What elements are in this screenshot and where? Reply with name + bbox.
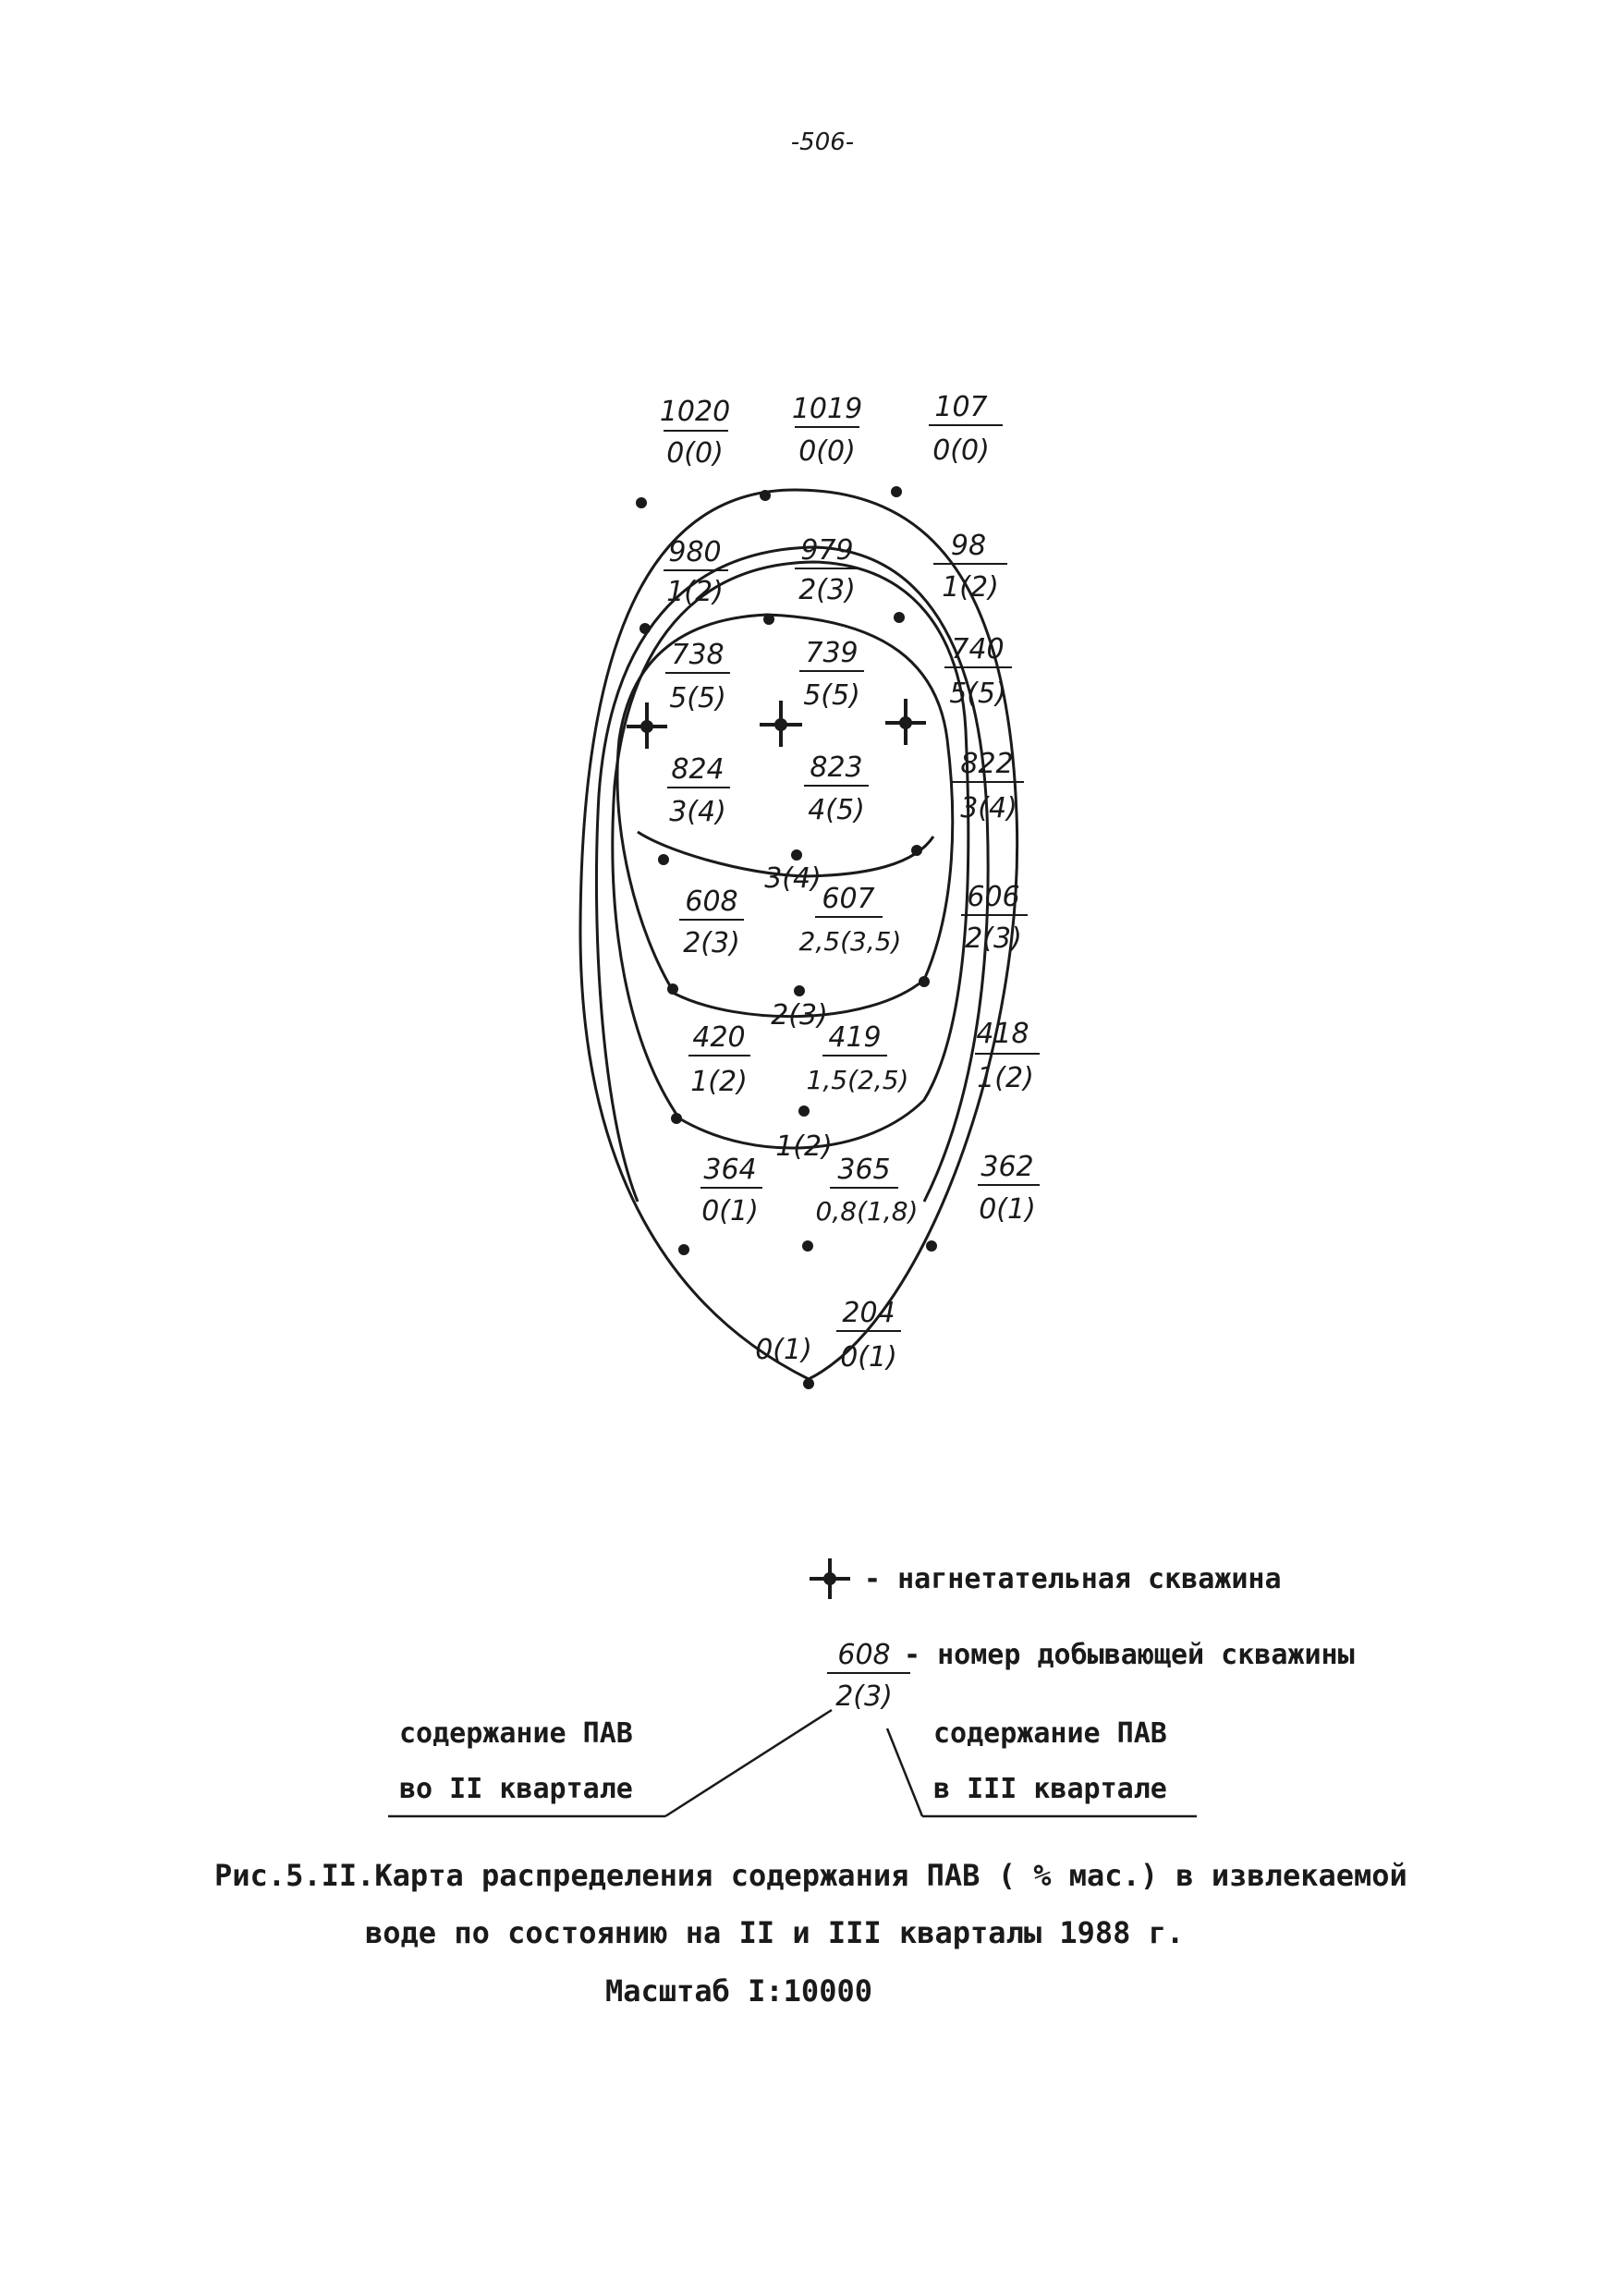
caption-scale: Масштаб I:10000 <box>605 1973 872 2009</box>
well-label <box>944 633 1012 710</box>
well-number: 364 <box>703 1154 757 1186</box>
well-dot <box>636 497 647 508</box>
legend-q2-line2: во II квартале <box>399 1773 633 1805</box>
well-dot <box>791 849 802 861</box>
well-label <box>795 534 859 606</box>
well-number: 107 <box>934 391 988 423</box>
injection-well-icon <box>627 702 667 749</box>
well-label <box>667 753 730 828</box>
well-dot <box>891 486 902 497</box>
well-value: 0(1) <box>701 1195 759 1227</box>
well-label <box>804 751 869 826</box>
well-number: 419 <box>828 1021 882 1054</box>
well-dot <box>926 1240 937 1252</box>
well-dot <box>760 490 771 501</box>
isoline-label: 0(1) <box>755 1334 812 1366</box>
well-value: 0(1) <box>840 1341 897 1374</box>
well-labels <box>660 391 1040 1374</box>
well-label <box>679 885 744 959</box>
well-number: 980 <box>668 536 722 568</box>
well-label <box>664 536 728 608</box>
well-value: 2(3) <box>965 922 1022 955</box>
well-label <box>929 391 1003 467</box>
well-number: 740 <box>951 633 1005 666</box>
isoline-label: 2(3) <box>771 999 828 1032</box>
well-value: 0,8(1,8) <box>815 1196 919 1227</box>
well-value: 0(0) <box>666 437 724 470</box>
isoline-label: 1(2) <box>775 1130 833 1163</box>
injection-well-icon <box>760 701 802 747</box>
injection-well-icon <box>885 699 926 745</box>
well-dot <box>763 614 774 625</box>
well-number: 1019 <box>791 393 863 425</box>
legend-q2-line1: содержание ПАВ <box>399 1717 633 1750</box>
well-value: 2(3) <box>798 574 856 606</box>
well-value: 1(2) <box>666 576 724 608</box>
well-dot <box>911 845 922 856</box>
well-dot <box>803 1378 814 1389</box>
well-dot <box>798 1105 810 1117</box>
well-dot <box>894 612 905 623</box>
well-dot <box>919 976 930 987</box>
legend-injection-label: - нагнетательная скважина <box>864 1563 1282 1595</box>
well-value: 0(1) <box>979 1193 1036 1226</box>
well-dot <box>802 1240 813 1252</box>
well-value: 5(5) <box>669 682 726 714</box>
well-label <box>952 748 1024 824</box>
well-number: 824 <box>671 753 725 786</box>
well-value: 1(2) <box>942 571 999 604</box>
well-label <box>978 1151 1040 1226</box>
well-dot <box>658 854 669 865</box>
isoline-label: 3(4) <box>764 862 822 895</box>
well-number: 606 <box>967 881 1020 913</box>
legend-q3-line1: содержание ПАВ <box>933 1717 1167 1750</box>
well-label <box>807 1021 909 1095</box>
page-number: -506- <box>790 128 855 156</box>
well-number: 822 <box>960 748 1014 780</box>
well-number: 365 <box>837 1154 891 1186</box>
figure-caption <box>214 1858 1407 2009</box>
caption-line2: воде по состоянию на II и III кварталы 1988 г. <box>365 1915 1185 1950</box>
well-label <box>688 1021 750 1098</box>
well-dot <box>639 623 651 634</box>
well-label <box>816 1154 919 1227</box>
legend-producing-label: - номер добывающей скважины <box>904 1639 1355 1671</box>
well-number: 204 <box>842 1297 895 1329</box>
well-label <box>792 393 862 468</box>
well-value: 5(5) <box>803 679 860 712</box>
legend-example-number: 608 <box>837 1639 891 1671</box>
well-number: 1020 <box>659 396 731 428</box>
well-dot <box>671 1113 682 1124</box>
well-number: 607 <box>822 883 875 915</box>
well-number: 420 <box>692 1021 746 1054</box>
well-dot <box>678 1244 689 1255</box>
well-value: 0(0) <box>932 434 990 467</box>
well-label <box>836 1297 901 1374</box>
well-value: 1(2) <box>977 1062 1034 1094</box>
well-label <box>799 637 864 712</box>
well-number: 362 <box>981 1151 1034 1183</box>
well-value: 2(3) <box>683 927 740 959</box>
caption-line1: Рис.5.II.Карта распределения содержания ПАВ ( % мас.) в извлекаемой <box>214 1858 1407 1893</box>
legend-example-value: 2(3) <box>835 1680 893 1713</box>
legend-q3-line2: в III квартале <box>933 1773 1167 1805</box>
well-value: 5(5) <box>949 678 1006 710</box>
legend <box>388 1558 1355 1816</box>
well-number: 418 <box>976 1018 1029 1050</box>
well-value: 2,5(3,5) <box>798 926 902 957</box>
well-label <box>961 881 1028 955</box>
well-value: 3(4) <box>669 796 726 828</box>
well-label <box>665 639 730 714</box>
well-value: 1,5(2,5) <box>806 1065 909 1095</box>
well-value: 0(0) <box>798 435 856 468</box>
isoline-3 <box>617 615 953 1017</box>
well-number: 738 <box>671 639 725 671</box>
well-number: 823 <box>810 751 863 784</box>
well-label <box>975 1018 1040 1094</box>
well-dot <box>794 985 805 996</box>
legend-injection-icon <box>810 1558 850 1599</box>
well-number: 739 <box>805 637 859 669</box>
well-dot <box>667 983 678 995</box>
well-value: 3(4) <box>960 792 1017 824</box>
well-number: 98 <box>950 530 987 562</box>
well-label <box>660 396 730 470</box>
well-label <box>700 1154 762 1227</box>
well-number: 608 <box>685 885 738 918</box>
well-value: 4(5) <box>808 794 865 826</box>
well-label <box>933 530 1007 604</box>
well-value: 1(2) <box>690 1066 748 1098</box>
well-number: 979 <box>800 534 854 567</box>
